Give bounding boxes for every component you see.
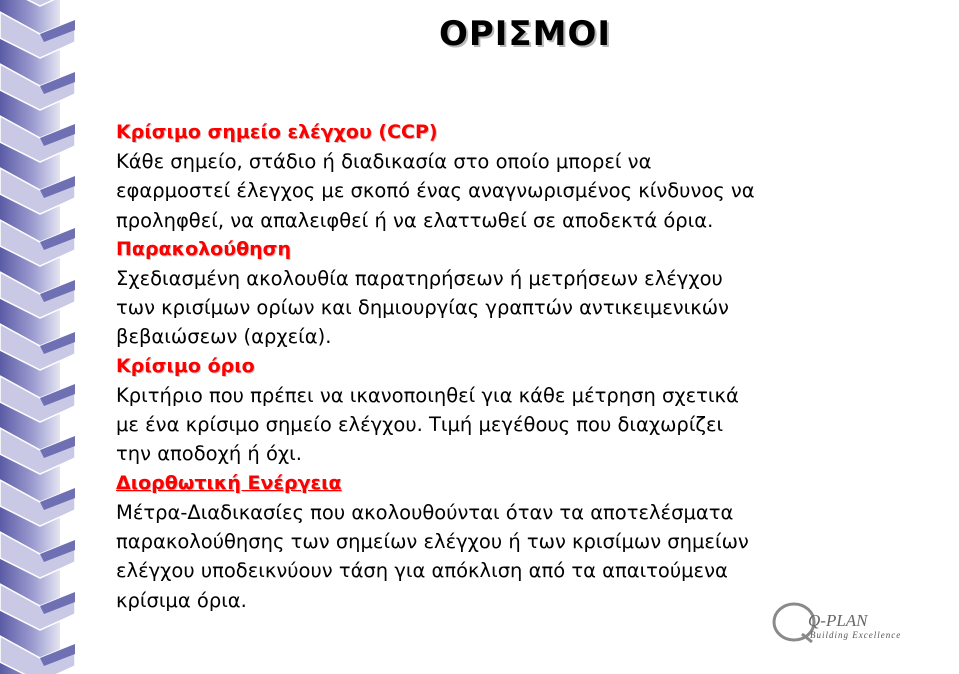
definition-line: εφαρμοστεί έλεγχος με σκοπό ένας αναγνωρισμένος κίνδυνος να — [116, 179, 755, 203]
definition-line: παρακολούθησης των σημείων ελέγχου ή των κρισίμων σημείων — [116, 529, 749, 553]
term-ccp: Κρίσιμο σημείο ελέγχου (CCP) — [116, 121, 438, 143]
definition-line: των κρισίμων ορίων και δημιουργίας γραπτών αντικειμενικών — [116, 296, 729, 320]
decorative-ribbon — [0, 0, 95, 674]
definition-critical-limit — [116, 352, 916, 469]
definition-ccp — [116, 118, 916, 235]
logo-brand: Q-PLAN — [808, 611, 868, 630]
definition-monitoring — [116, 235, 916, 352]
definitions-list — [116, 118, 916, 615]
page-title: ΟΡΙΣΜΟΙ — [438, 14, 612, 54]
definition-corrective-action — [116, 469, 916, 615]
definition-line: Κριτήριο που πρέπει να ικανοποιηθεί για κάθε μέτρηση σχετικά — [116, 383, 739, 407]
definition-line: βεβαιώσεων (αρχεία). — [116, 325, 332, 349]
definition-line: Μέτρα-Διαδικασίες που ακολουθούνται όταν τα αποτελέσματα — [116, 500, 734, 524]
qplan-logo — [772, 598, 932, 644]
definition-line: Κάθε σημείο, στάδιο ή διαδικασία στο οποίο μπορεί να — [116, 150, 652, 173]
term-monitoring: Παρακολούθηση — [116, 237, 291, 260]
definition-line: ελέγχου υποδεικνύουν τάση για απόκλιση από τα απαιτούμενα — [116, 559, 728, 583]
term-critical-limit: Κρίσιμο όριο — [116, 354, 255, 377]
definition-line: κρίσιμα όρια. — [116, 588, 247, 612]
definition-line: την αποδοχή ή όχι. — [116, 442, 302, 466]
definition-line: με ένα κρίσιμο σημείο ελέγχου. Τιμή μεγέθους που διαχωρίζει — [116, 413, 724, 437]
logo-tagline: Building Excellence — [810, 630, 902, 640]
definition-line: Σχεδιασμένη ακολουθία παρατηρήσεων ή μετρήσεων ελέγχου — [116, 266, 723, 290]
term-corrective-action: Διορθωτική Ενέργεια — [116, 471, 342, 494]
definition-line: προληφθεί, να απαλειφθεί ή να ελαττωθεί σε αποδεκτά όρια. — [116, 208, 714, 232]
